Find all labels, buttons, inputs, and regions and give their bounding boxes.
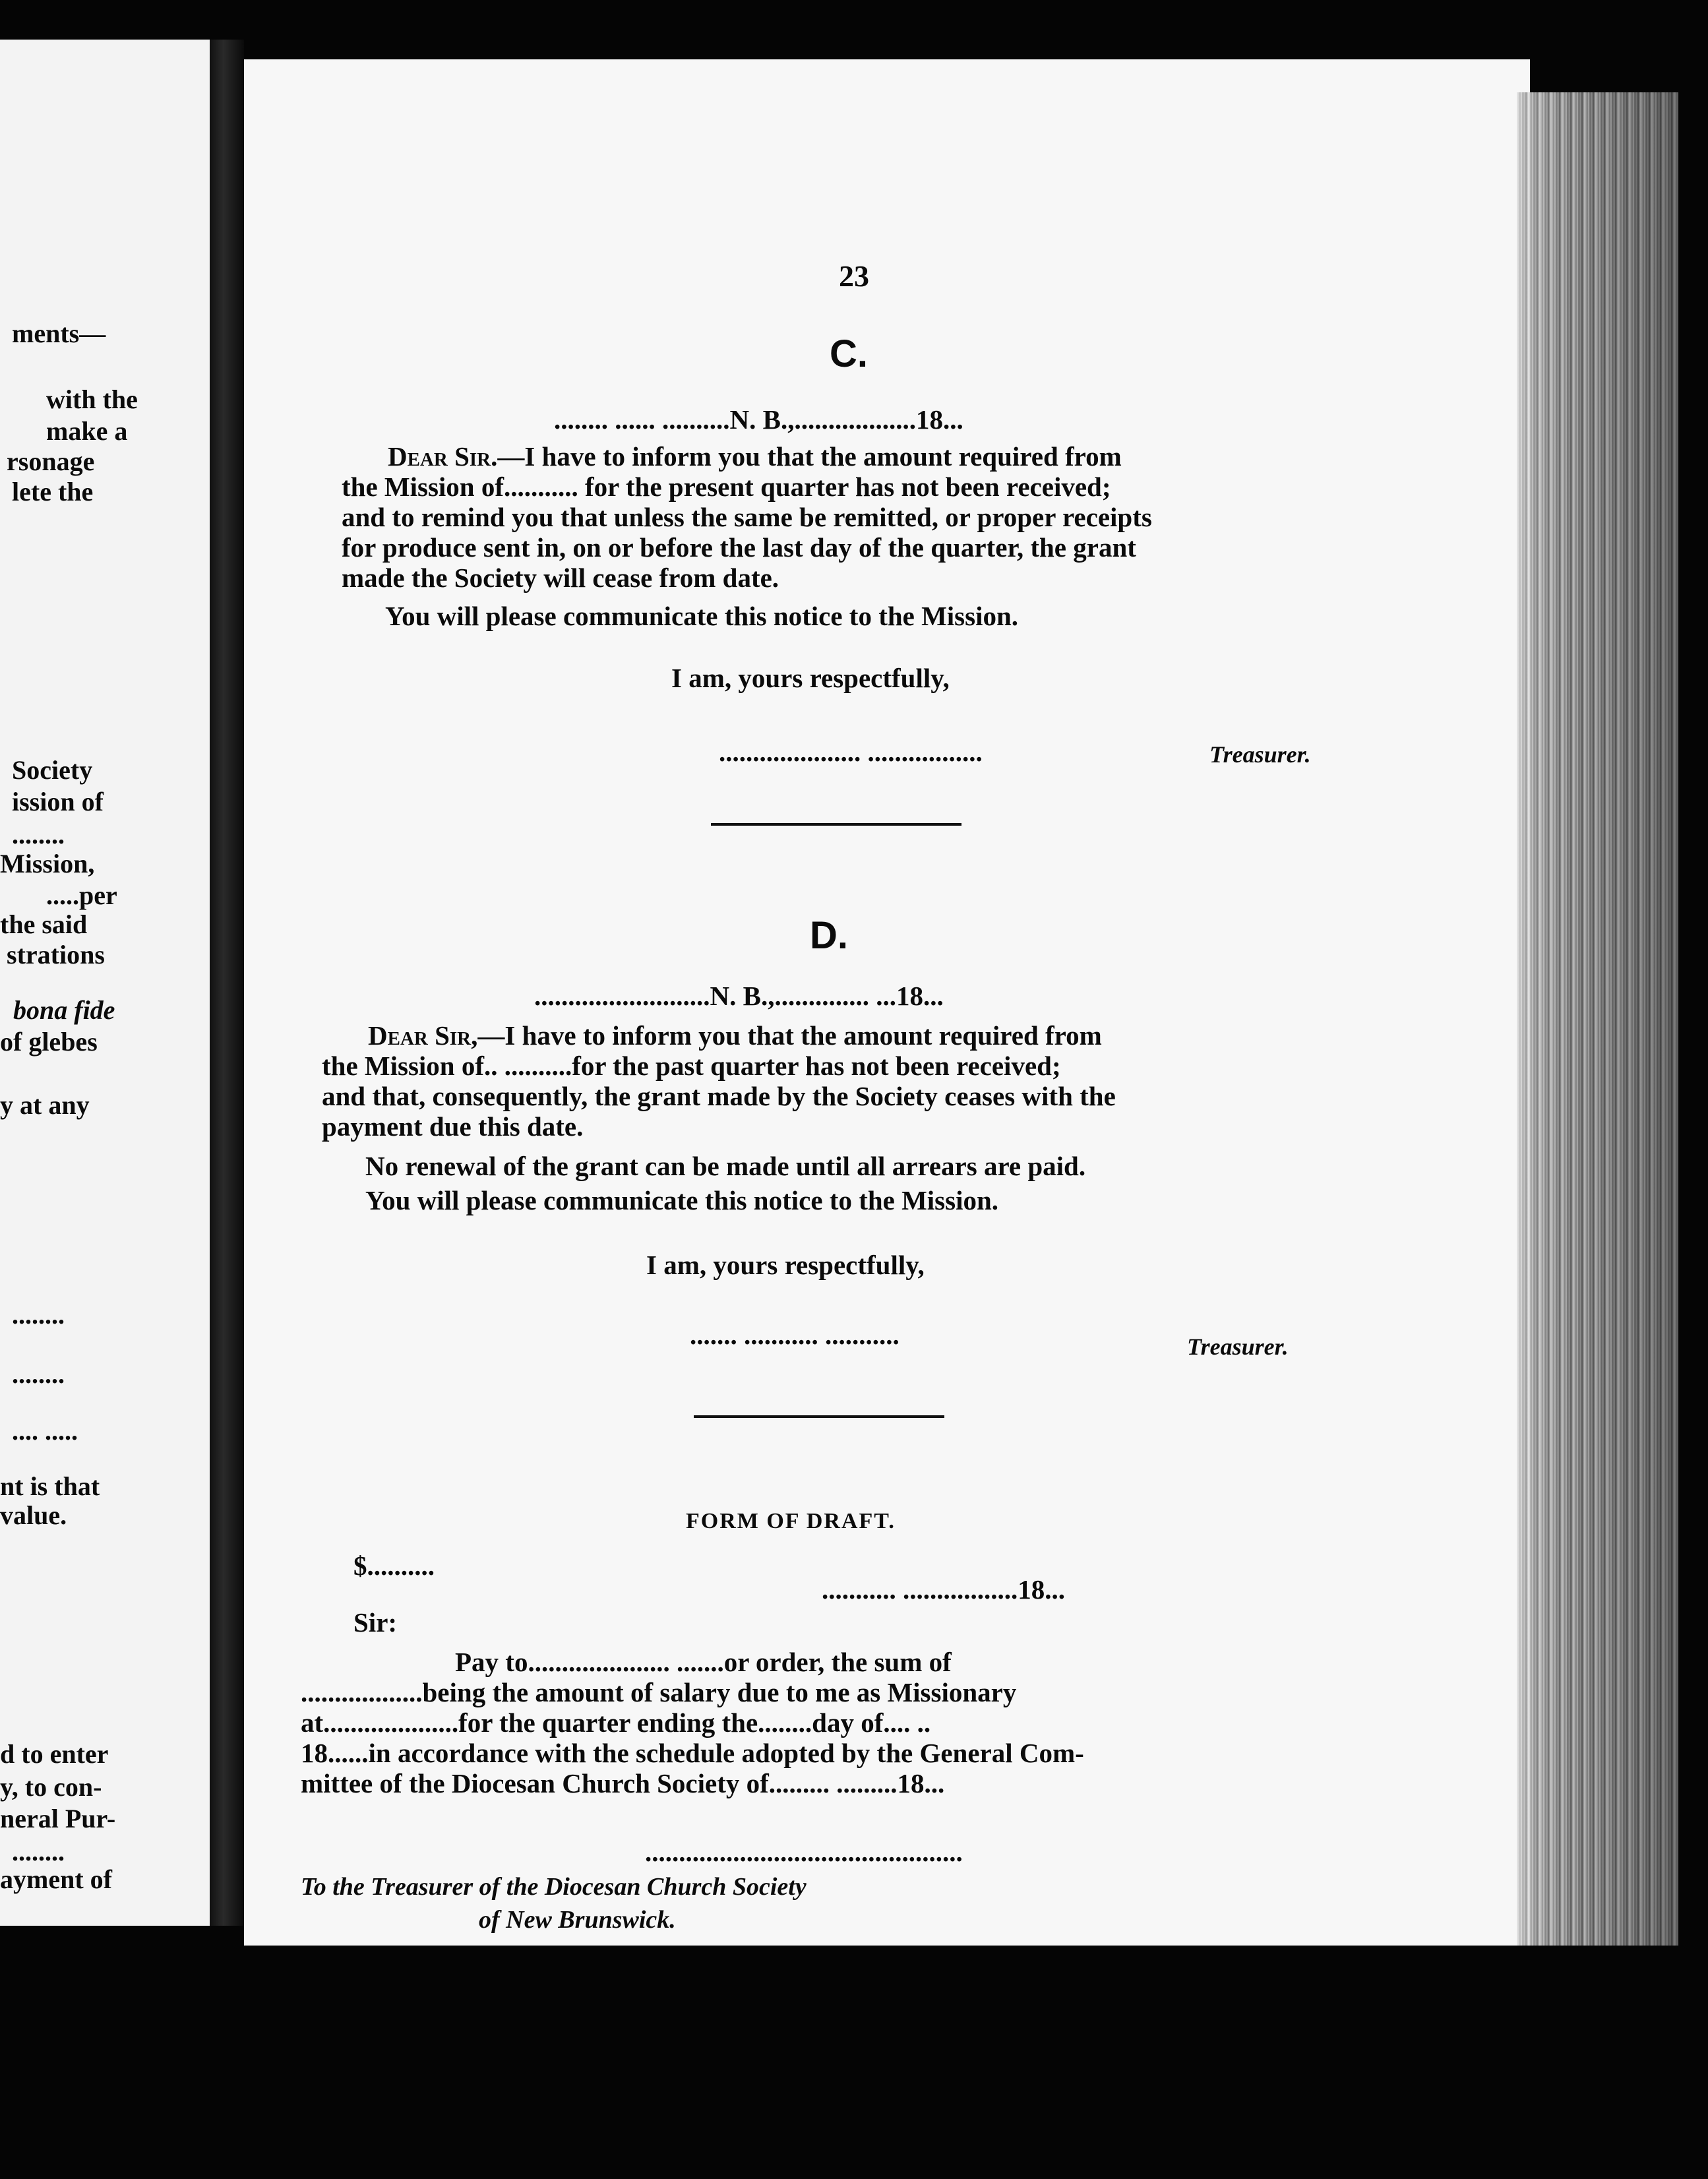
- form-d-closing: I am, yours respectfully,: [646, 1250, 925, 1280]
- left-fragment: value.: [0, 1500, 67, 1530]
- form-d-paragraph-line: and that, consequently, the grant made by the Society ceases with the: [322, 1081, 1116, 1111]
- left-fragment: Society: [12, 755, 93, 785]
- section-divider: [711, 823, 961, 826]
- form-c-signature-role: Treasurer.: [1209, 741, 1311, 768]
- form-c-instruction: You will please communicate this notice to the Mission.: [385, 601, 1019, 631]
- form-d-paragraph-line: the Mission of.. ..........for the past quarter has not been received;: [322, 1051, 1061, 1081]
- left-fragment: ........: [12, 1300, 65, 1330]
- form-d-paragraph-line: Dear Sir,—I have to inform you that the amount required from: [368, 1020, 1102, 1051]
- draft-signature-dots: ...............................................: [645, 1837, 963, 1867]
- left-fragment: bona fide: [13, 995, 115, 1025]
- form-d-signature-role: Treasurer.: [1187, 1334, 1289, 1360]
- form-c-paragraph-line: Dear Sir.—I have to inform you that the amount required from: [388, 441, 1122, 472]
- draft-address-line: of New Brunswick.: [479, 1906, 676, 1934]
- left-fragment: ........: [12, 1359, 65, 1389]
- form-c-paragraph-line: and to remind you that unless the same be remitted, or proper receipts: [342, 502, 1152, 532]
- left-fragment: ments—: [12, 319, 106, 348]
- form-c-closing: I am, yours respectfully,: [671, 663, 950, 693]
- left-fragment: ........: [12, 1837, 65, 1866]
- left-fragment: strations: [7, 940, 105, 969]
- left-fragment: with the: [46, 384, 138, 414]
- form-d-note: No renewal of the grant can be made until all arrears are paid.: [365, 1151, 1086, 1181]
- form-c-paragraph-line: the Mission of........... for the present quarter has not been received;: [342, 472, 1111, 502]
- draft-body-line: ..................being the amount of salary due to me as Missionary: [301, 1677, 1017, 1707]
- left-fragment: rsonage: [7, 446, 95, 476]
- form-d-date-line: ..........................N. B.,.............. ...18...: [534, 981, 944, 1011]
- form-c-paragraph-line: made the Society will cease from date.: [342, 563, 779, 593]
- draft-body-line: 18......in accordance with the schedule adopted by the General Com-: [301, 1738, 1084, 1768]
- form-of-draft-heading: FORM OF DRAFT.: [686, 1509, 896, 1533]
- form-d-paragraph-line: payment due this date.: [322, 1111, 584, 1142]
- form-c-date-line: ........ ...... ..........N. B.,..................18...: [554, 404, 963, 435]
- form-d-instruction: You will please communicate this notice to the Mission.: [365, 1185, 999, 1215]
- book-gutter: [210, 40, 244, 1926]
- left-fragment: make a: [46, 416, 128, 446]
- form-c-signature-dots: ..................... .................: [719, 737, 983, 767]
- form-d-heading: D.: [810, 914, 848, 957]
- left-fragment: d to enter: [0, 1739, 109, 1769]
- form-d-signature-dots: ....... ........... ...........: [690, 1320, 900, 1350]
- left-fragment: of glebes: [0, 1027, 98, 1057]
- section-divider: [694, 1415, 944, 1418]
- left-fragment: ission of: [12, 787, 104, 816]
- left-fragment: y, to con-: [0, 1772, 102, 1802]
- draft-body-line: at....................for the quarter ending the........day of.... ..: [301, 1707, 931, 1738]
- form-c-heading: C.: [830, 332, 868, 375]
- left-fragment: lete the: [12, 477, 94, 506]
- left-fragment: neral Pur-: [0, 1804, 116, 1833]
- left-fragment: .... .....: [12, 1416, 78, 1446]
- left-fragment: nt is that: [0, 1471, 100, 1501]
- draft-address-line: To the Treasurer of the Diocesan Church Society: [301, 1873, 807, 1901]
- draft-date-line: ........... .................18...: [822, 1574, 1065, 1605]
- draft-body-line: mittee of the Diocesan Church Society of......... .........18...: [301, 1768, 945, 1798]
- left-fragment: the said: [0, 909, 88, 939]
- draft-salutation: Sir:: [353, 1607, 398, 1638]
- left-fragment: .....per: [46, 880, 117, 910]
- left-fragment: ayment of: [0, 1864, 112, 1894]
- left-fragment: y at any: [0, 1090, 90, 1120]
- form-c-paragraph-line: for produce sent in, on or before the last day of the quarter, the grant: [342, 532, 1136, 563]
- page-number: 23: [839, 259, 869, 293]
- draft-amount-line: $..........: [353, 1550, 435, 1581]
- left-fragment: ........: [12, 820, 65, 849]
- draft-body-line: Pay to..................... .......or order, the sum of: [455, 1647, 952, 1677]
- left-fragment: Mission,: [0, 849, 95, 878]
- page-edges-shade: [1517, 92, 1678, 1946]
